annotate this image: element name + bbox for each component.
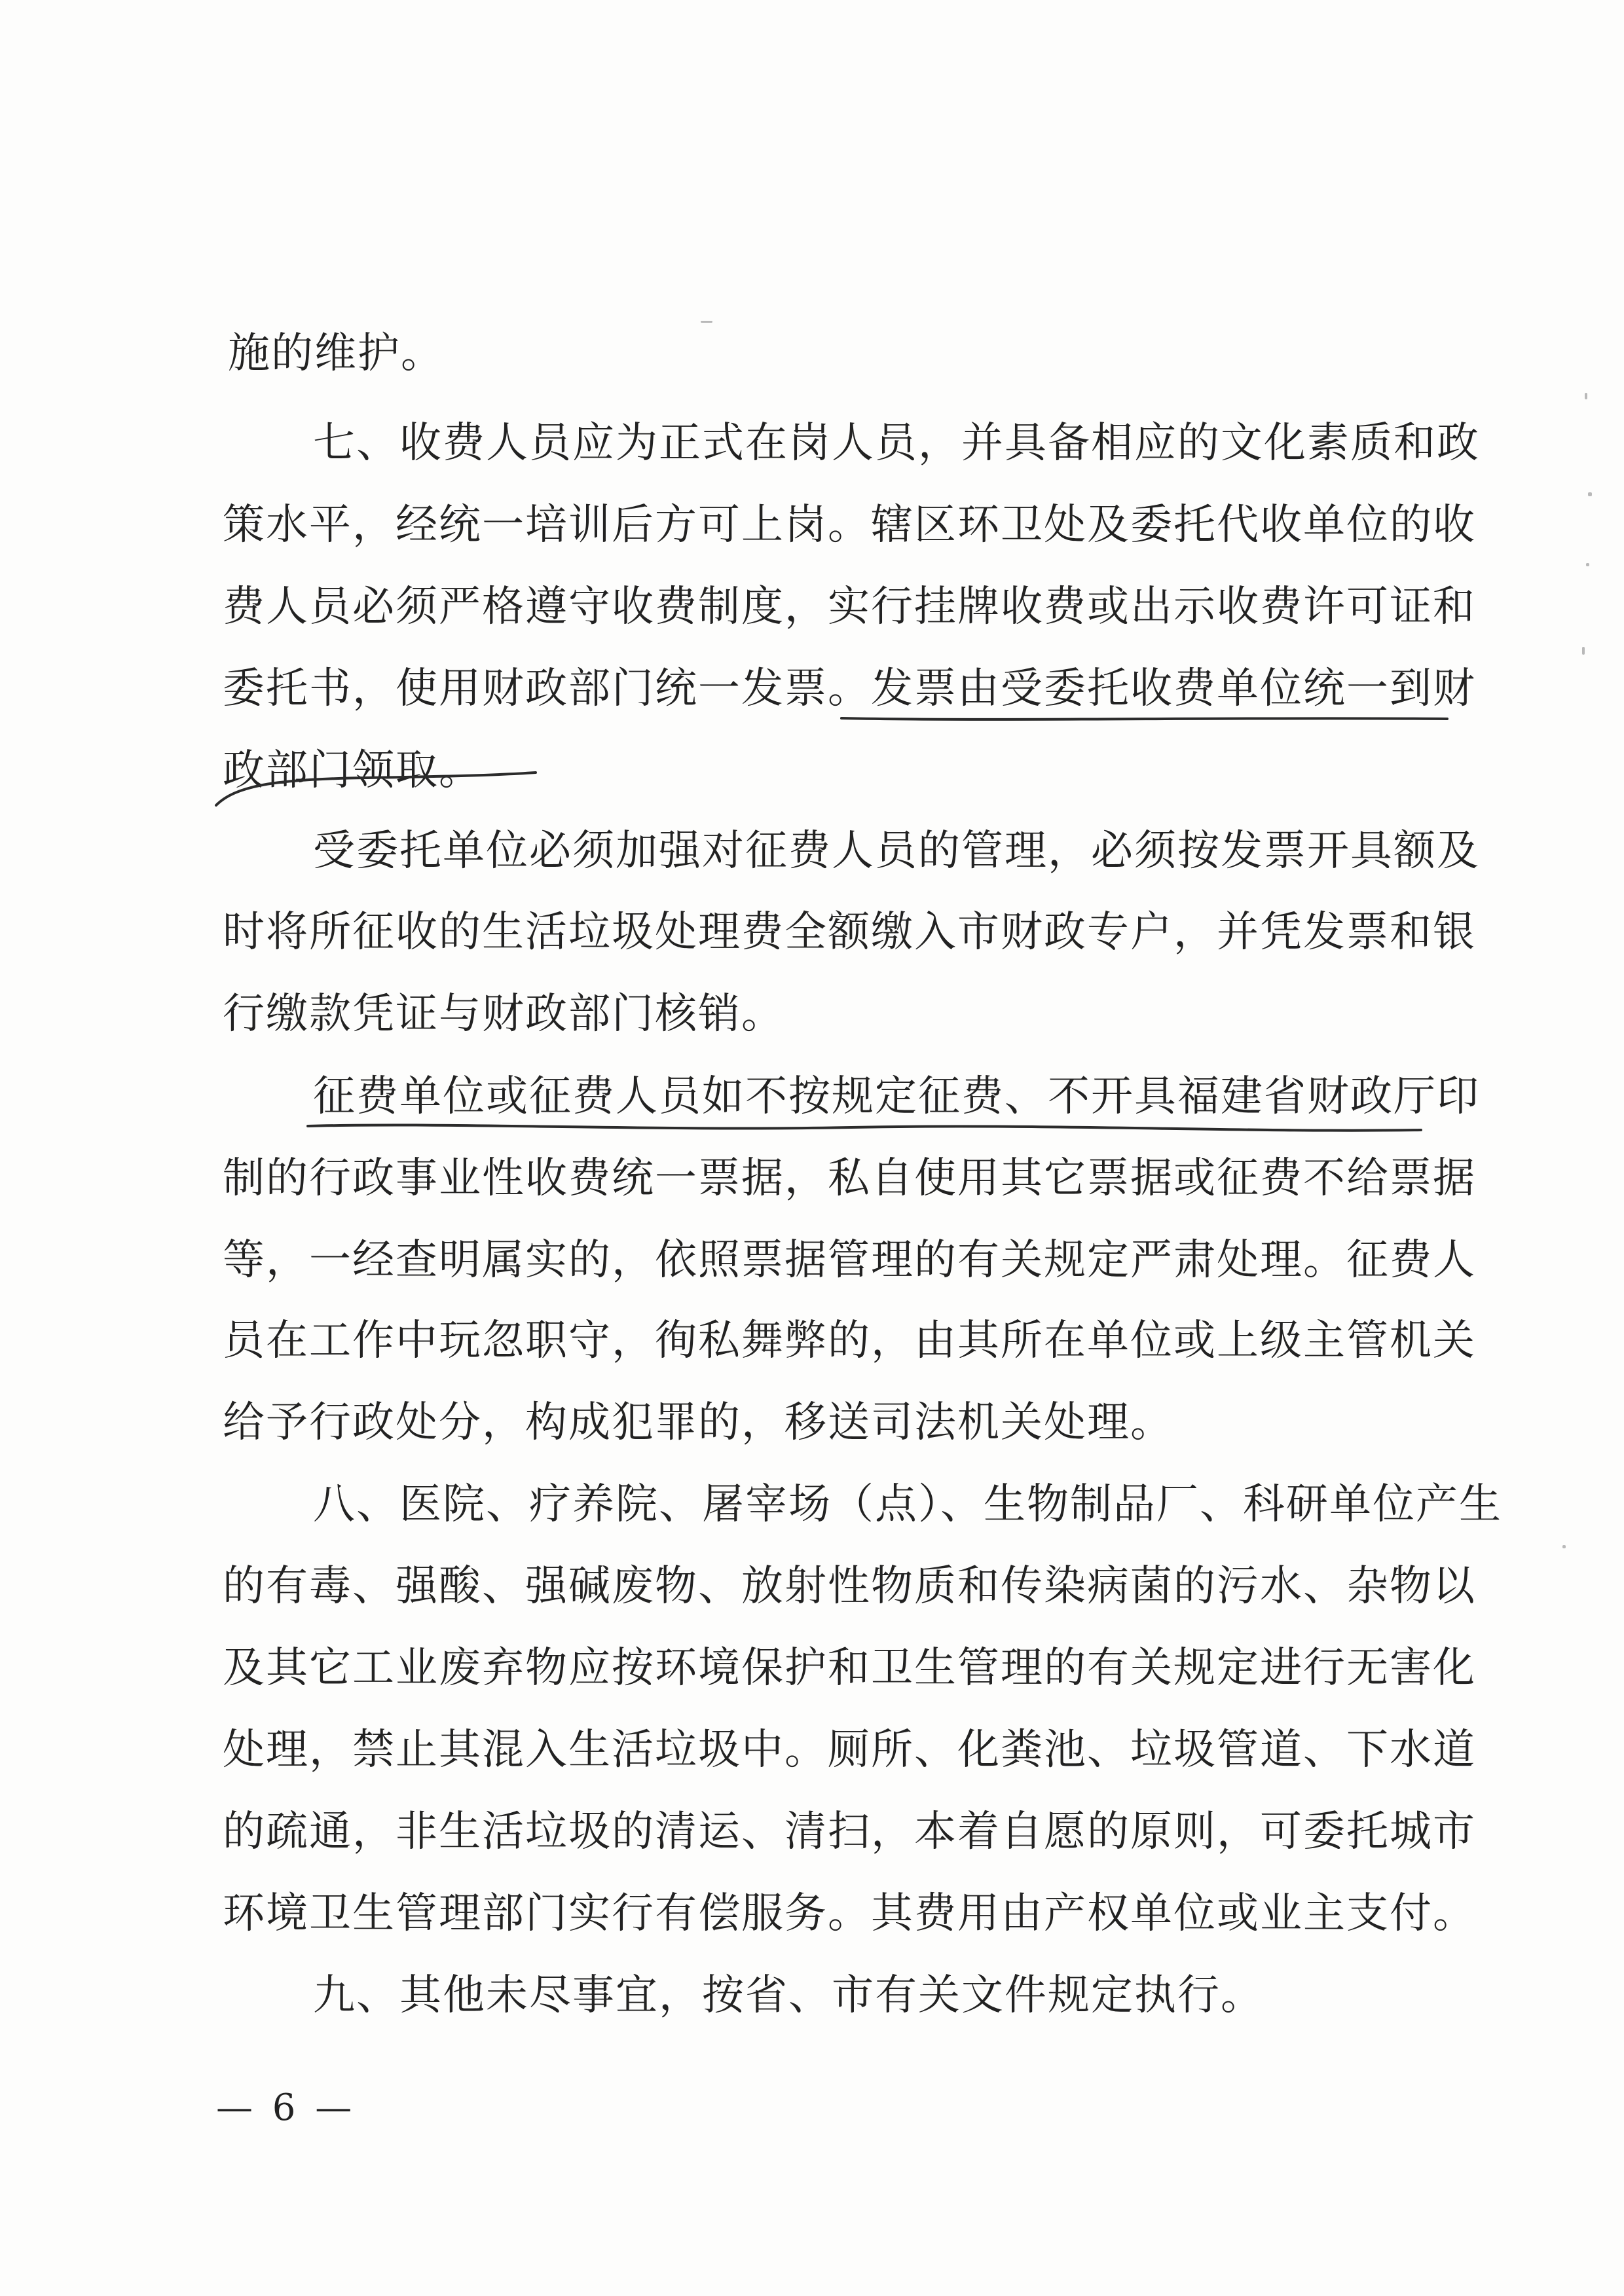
text-line: 员在工作中玩忽职守，徇私舞弊的，由其所在单位或上级主管机关 [223, 1317, 1476, 1365]
pen-underline-3 [308, 1125, 1421, 1130]
text-line: 的有毒、强酸、强碱废物、放射性物质和传染病菌的污水、杂物以 [223, 1562, 1476, 1611]
text-line: 给予行政处分，构成犯罪的，移送司法机关处理。 [223, 1398, 1173, 1447]
scan-speck [1585, 393, 1587, 399]
scan-speck [1588, 492, 1592, 496]
text-line: 受委托单位必须加强对征费人员的管理，必须按发票开具额及 [313, 827, 1480, 875]
pen-underline-1 [841, 718, 1447, 720]
text-line: 七、收费人员应为正式在岗人员，并具备相应的文化素质和政 [313, 419, 1480, 467]
text-line: 委托书，使用财政部门统一发票。发票由受委托收费单位统一到财 [223, 665, 1476, 713]
scan-speck [1562, 1545, 1566, 1548]
text-line: 时将所征收的生活垃圾处理费全额缴入市财政专户，并凭发票和银 [223, 908, 1476, 957]
text-line: 政部门领取。 [223, 746, 482, 795]
text-line: 处理，禁止其混入生活垃圾中。厕所、化粪池、垃圾管道、下水道 [223, 1726, 1476, 1774]
text-line: 制的行政事业性收费统一票据，私自使用其它票据或征费不给票据 [223, 1154, 1476, 1203]
text-line: 的疏通，非生活垃圾的清运、清扫，本着自愿的原则，可委托城市 [223, 1808, 1476, 1856]
text-line: 征费单位或征费人员如不按规定征费、不开具福建省财政厅印 [313, 1072, 1480, 1121]
text-line: 费人员必须严格遵守收费制度，实行挂牌收费或出示收费许可证和 [223, 583, 1476, 631]
text-line: 行缴款凭证与财政部门核销。 [223, 990, 784, 1038]
scan-speck [1582, 647, 1585, 655]
text-line: 九、其他未尽事宜，按省、市有关文件规定执行。 [313, 1971, 1264, 2020]
text-line: 等，一经查明属实的，依照票据管理的有关规定严肃处理。征费人 [223, 1236, 1476, 1285]
text-line: 策水平，经统一培训后方可上岗。辖区环卫处及委托代收单位的收 [223, 501, 1476, 549]
text-line: 及其它工业废弃物应按环境保护和卫生管理的有关规定进行无害化 [223, 1644, 1476, 1692]
text-line: 八、医院、疗养院、屠宰场（点）、生物制品厂、科研单位产生 [313, 1480, 1502, 1529]
scan-speck [1586, 563, 1589, 566]
page-number: — 6 — [216, 2086, 356, 2129]
text-line: 环境卫生管理部门实行有偿服务。其费用由产权单位或业主支付。 [223, 1889, 1476, 1938]
scan-speck [701, 321, 712, 323]
text-line: 施的维护。 [228, 329, 444, 378]
